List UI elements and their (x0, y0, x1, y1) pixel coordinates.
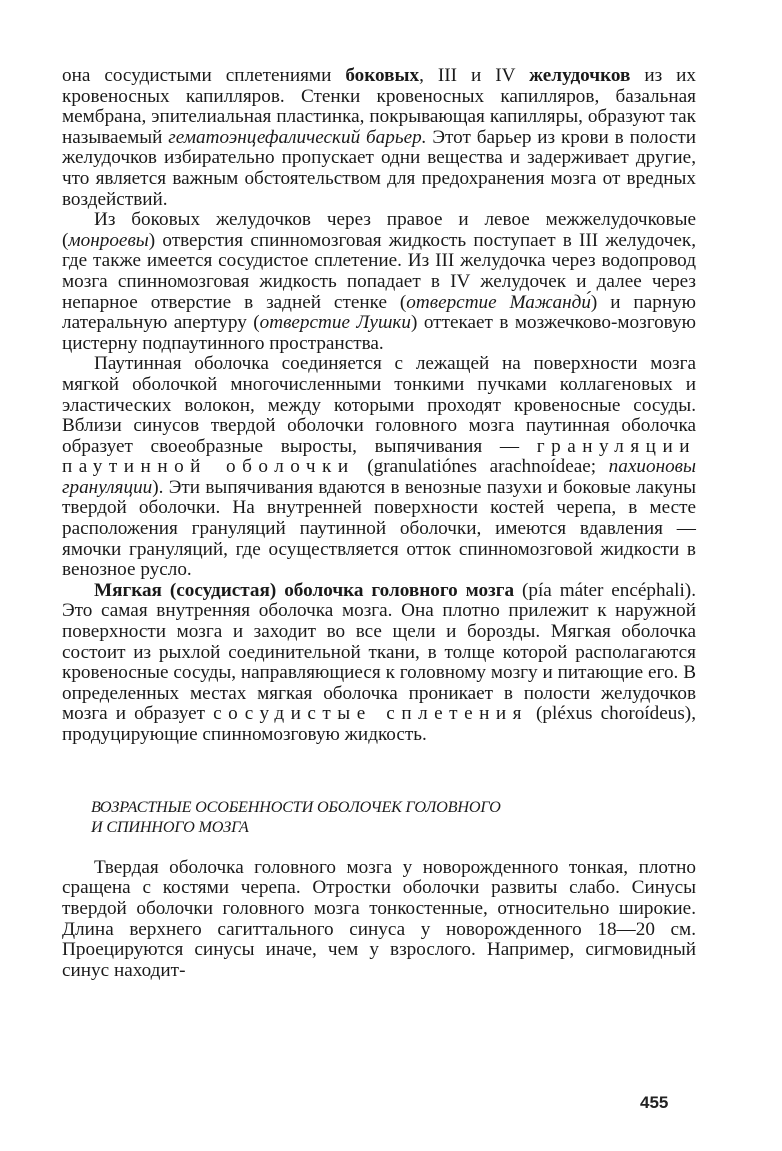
paragraph-2 (62, 210, 696, 354)
bold-term: Мягкая (сосудистая) оболочка головного мозга (94, 579, 515, 601)
text-span: (pía máter encéphali). Это самая внутренняя оболочка мозга. Она плотно прилежит к наружной поверхности мозга и заходит во все щели и борозды. Мягкая оболочка состоит из рыхлой соединительной ткани, в толще которой располагаются кровеносные сосуды, направляющиеся к головному мозгу и питающие его. В определенных местах мягкая оболочка проникает в полости желудочков мозга и образует (62, 579, 696, 725)
text-span: (pléxus chorоídeus), продуцирующие спинномозговую жидкость. (62, 703, 696, 745)
text-span: , III и IV (419, 65, 530, 86)
spaced-term: грануляции паутинной оболочки (62, 435, 696, 478)
italic-term: пахионовы грануляции (62, 456, 696, 498)
text-span: Паутинная оболочка соединяется с лежащей на поверхности мозга мягкой оболочкой многочисленными тонкими пучками коллагеновых и эластических волокон, между которыми проходят кровеносные сосуды. Вблизи синусов твердой оболочки головного мозга паутинная оболочка образует своеобразные выросты, выпячивания — (62, 353, 696, 457)
page-body (62, 66, 696, 981)
text-span: ) и парную латеральную апертуру ( (62, 291, 697, 334)
italic-term: отверстие Лушки (259, 312, 412, 334)
bold-term: боковых (345, 65, 420, 86)
heading-line: И СПИННОГО МОЗГА (91, 818, 249, 837)
italic-term: гематоэнцефалический барьер. (168, 126, 427, 148)
text-span: она сосудистыми сплетениями (62, 65, 346, 86)
bold-term: желудочков (529, 65, 631, 86)
paragraph-4 (62, 581, 696, 746)
text-span: Твердая оболочка головного мозга у новорожденного тонкая, плотно сращена с костями черепа. Отростки оболочки развиты слабо. Синусы твердой оболочки головного мозга тонкостенные, относительно широкие. Длина верхнего сагиттального синуса у новорожденного 18—20 см. Проецируются синусы иначе, чем у взрослого. Например, сигмовидный синус находит- (62, 856, 696, 981)
text-span: Из боковых желудочков через правое и левое межжелудочковые ( (62, 209, 696, 251)
text-span: ) отверстия спинномозговая жидкость поступает в III желудочек, где также имеется сосудистое сплетение. Из III желудочка через водопровод мозга спинномозговая жидкость попадает в IV желудочек и далее через непарное отверстие в задней стенке ( (62, 229, 696, 313)
paragraph-3 (62, 354, 696, 581)
italic-term: монроевы (68, 229, 149, 251)
page-number: 455 (640, 1093, 669, 1112)
italic-term: отверстие Мажанди́ (406, 291, 591, 313)
paragraph-5 (62, 858, 696, 982)
text-span: из их кровеносных капилляров. Стенки кровеносных капилляров, базальная мембрана, эпителиальная пластинка, покрывающая капилляры, образуют так называемый (62, 65, 697, 148)
text-span: Этот барьер из крови в полости желудочков избирательно пропускает одни вещества и задерживает другие, что является важным обстоятельством для предохранения мозга от вредных воздействий. (62, 126, 696, 210)
text-span: ) оттекает в мозжечково-мозговую цистерну подпаутинного пространства. (62, 312, 697, 354)
heading-line: ВОЗРАСТНЫЕ ОСОБЕННОСТИ ОБОЛОЧЕК ГОЛОВНОГО (91, 797, 501, 816)
paragraph-1 (62, 66, 696, 210)
text-span: (granulatiónes arachnoídeae; (354, 456, 609, 478)
spaced-term: сосудистые сплетения (213, 703, 528, 725)
section-heading (91, 797, 696, 838)
text-span: ). Эти выпячивания вдаются в венозные пазухи и боковые лакуны твердой оболочки. На внутренней поверхности костей черепа, в месте расположения грануляций паутинной оболочки, имеются вдавления — ямочки грануляций, где осуществляется отток спинномозговой жидкости в венозное русло. (62, 476, 696, 581)
